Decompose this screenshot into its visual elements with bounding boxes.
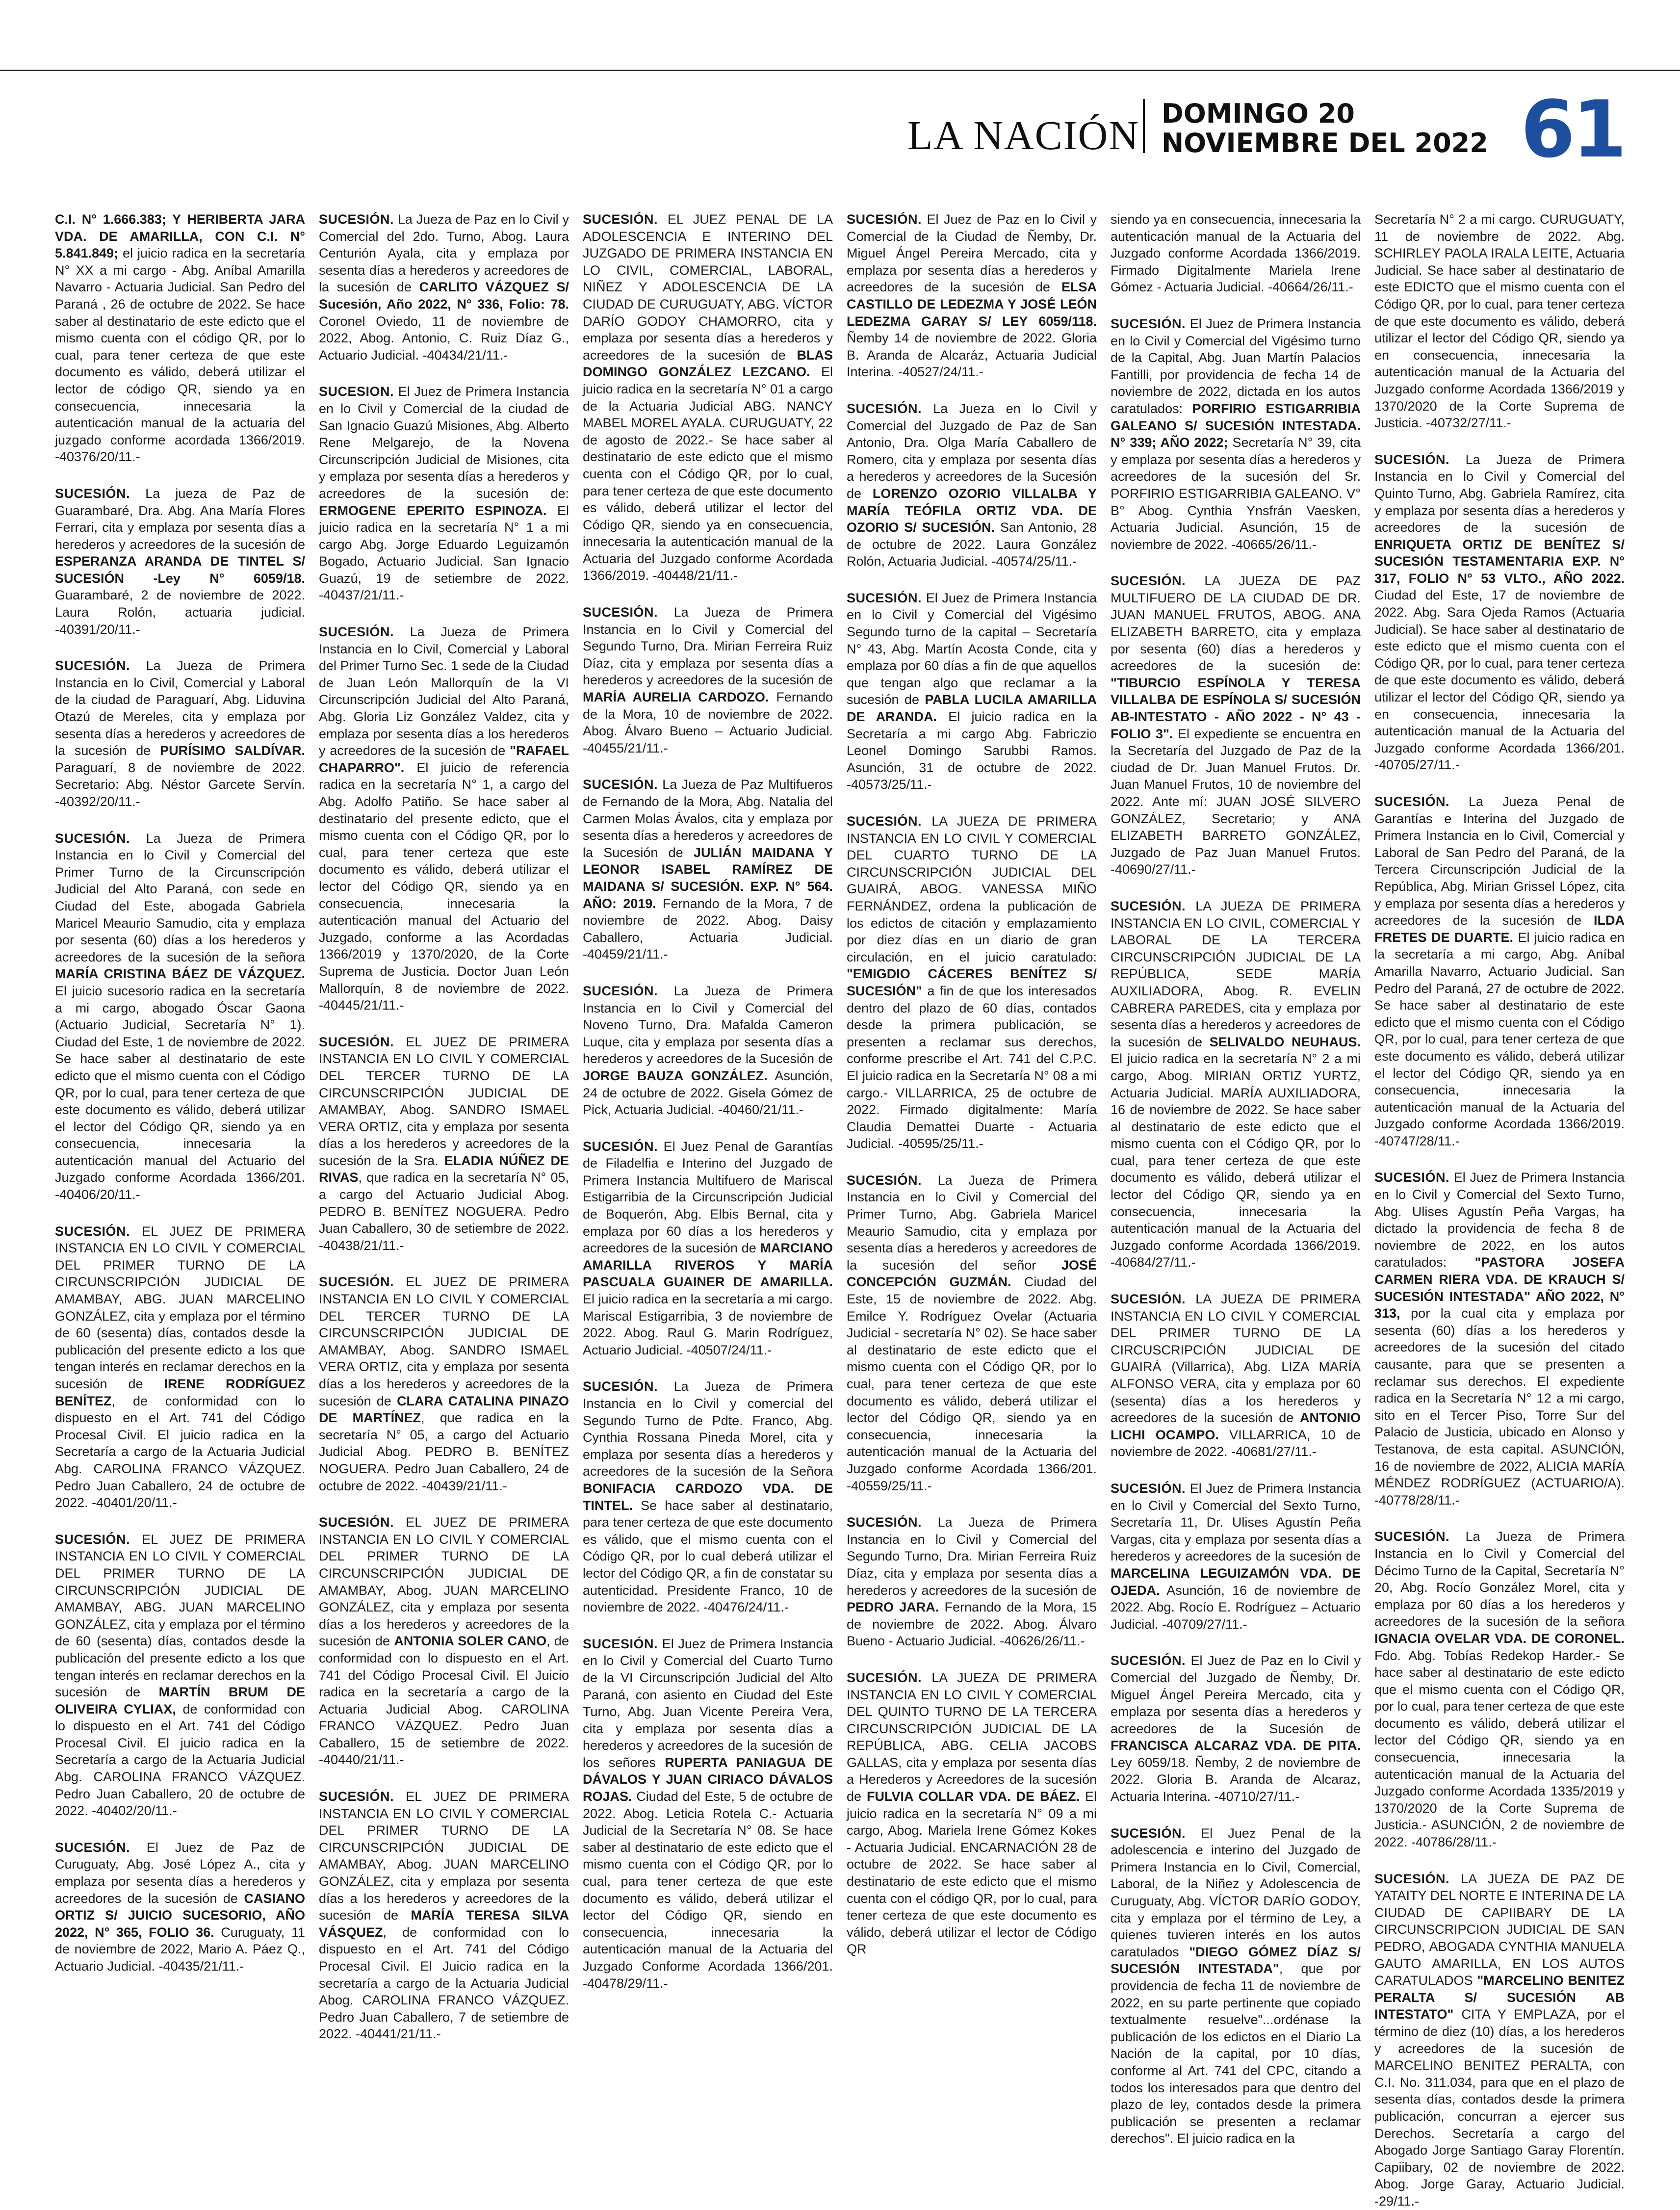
notice-text: siendo ya en consecuencia, innecesaria la autenticación manual de la Actuaria del Juzgado conforme Acordada 1366/2019. Firmado Digitalmente Mariela Irene Gómez - Actuaria Judicial. -40664/26/11.- [1111, 212, 1361, 295]
notice-name: PABLA LUCILA AMARILLA DE ARANDA. [847, 692, 1097, 725]
legal-notice [1374, 211, 1625, 432]
notice-text: LA JUEZA DE PAZ DE YATAITY DEL NORTE E INTERINA DE LA CIUDAD DE CAPIIBARY DE LA CIRCUNSCRIPCION JUDICIAL DE SAN PEDRO, ABOGADA CYNTHIA MANUELA GAUTO AMARILLA, EN LOS AUTOS CARATULADOS [1374, 1871, 1625, 1988]
legal-notice [1111, 572, 1361, 878]
notice-text: El juicio radica en la secretaría a mi cargo. Mariscal Estigarribia, 3 de noviembre de 2022. Abog. Raul G. Marin Rodríguez, Actuario Judicial. -40507/24/11.- [583, 1292, 833, 1357]
notice-text: El Juez de Primera Instancia en lo Civil y Comercial del Vigésimo Segundo turno de la capital – Secretaría N° 43, Abg. Martín Acosta Conde, cita y emplaza por 60 días a fin de que aquellos que tengan algo que reclamar a la sucesión de [847, 590, 1097, 707]
notice-name: IGNACIA OVELAR VDA. DE CORONEL. [1374, 1631, 1625, 1646]
legal-notice [847, 1669, 1097, 1958]
notice-text: Paraguarí, 8 de noviembre de 2022. Secretario: Abg. Néstor Garcete Servín. -40392/20/11.- [55, 760, 305, 809]
notice-name: ANTONIA SOLER CANO [394, 1634, 547, 1649]
notice-name: C.I. N° 1.666.383; Y HERIBERTA JARA VDA. DE AMARILLA, CON C.I. N° 5.841.849; [55, 212, 305, 261]
notice-heading: SUCESIÓN. [583, 777, 658, 792]
notice-name: PEDRO JARA. [847, 1600, 939, 1615]
notice-text: Fernando de la Mora, 10 de noviembre de 2022. Abog. Álvaro Bueno – Actuario Judicial. -40455/21/11.- [583, 690, 833, 755]
legal-notice [1374, 793, 1625, 1149]
notice-text: El Juez de Primera Instancia en lo Civil y Comercial del Sexto Turno, Abg. Ulises Agustín Peña Vargas, ha dictado la providencia de fecha 8 de noviembre de 2022, en los autos caratulados: [1374, 1170, 1625, 1270]
legal-notice [847, 813, 1097, 1152]
notice-text: El Juez de Paz de Curuguaty, Abg. José López A., cita y emplaza por sesenta días a herederos y acreedores de la sucesión de [55, 1840, 305, 1906]
date-month-year: NOVIEMBRE DEL 2022 [1162, 128, 1488, 158]
column-3 [583, 211, 833, 2119]
notice-text: EL JUEZ DE PRIMERA INSTANCIA EN LO CIVIL Y COMERCIAL DEL TERCER TURNO DE LA CIRCUNSCRIPCIÓN JUDICIAL DE AMAMBAY, Abog. SANDRO ISMAEL VERA ORTIZ, cita y emplaza por sesenta días a los herederos y acreedores de la sucesión de la Sra. [319, 1034, 569, 1168]
notice-text: LA JUEZA DE PRIMERA INSTANCIA EN LO CIVIL Y COMERCIAL DEL QUINTO TURNO DE LA TERCERA CIRCUNSCRIPCIÓN JUDICIAL DE LA REPÚBLICA, ABG. CELIA JACOBS GALLAS, cita y emplaza por sesenta días a Herederos y Acreedores de la sucesión de [847, 1670, 1097, 1804]
notice-name: ANTONIO LICHI OCAMPO. [1111, 1410, 1361, 1442]
notice-text: , de conformidad con lo dispuesto en el Art. 741 del Código Procesal Civil. El Juicio radica en la secretaría a cargo de la Actuaria Judicial Abog. CAROLINA FRANCO VÁZQUEZ. Pedro Juan Caballero, 7 de setiembre de 2022. -40441/21/11.- [319, 1924, 569, 2042]
masthead [0, 74, 1680, 175]
column-1 [55, 211, 305, 2119]
notice-name: RUPERTA PANIAGUA DE DÁVALOS Y JUAN CIRIACO DÁVALOS ROJAS. [583, 1755, 833, 1804]
notice-heading: SUCESIÓN. [55, 658, 130, 674]
notice-name: BONIFACIA CARDOZO VDA. DE TINTEL. [583, 1481, 833, 1513]
notice-heading: SUCESIÓN. [1374, 1871, 1450, 1886]
notice-text: , de conformidad con lo dispuesto en el Art. 741 del Código Procesal Civil. El juicio radica en la Secretaría a cargo de la Actuaria Judicial Abg. CAROLINA FRANCO VÁZQUEZ. Pedro Juan Caballero, 24 de octubre de 2022. -40401/20/11.- [55, 1393, 305, 1510]
legal-notice [1111, 211, 1361, 296]
notice-text: El Juez de Primera Instancia en lo Civil y Comercial del Vigésimo turno de la Capital, Abg. Juan Martín Palacios Fantilli, por providencia de fecha 14 de noviembre de 2022, dictada en los autos caratulados: [1111, 316, 1361, 416]
notice-text: El Juez de Primera Instancia en lo Civil y Comercial del Sexto Turno, Secretaría 11, Dr. Ulises Agustín Peña Vargas, cita y emplaza por sesenta días a herederos y acreedores de la sucesión de [1111, 1481, 1361, 1564]
notice-text: El juicio sucesorio radica en la secretaría a mi cargo, abogado Óscar Gaona (Actuario Judicial, Secretaría N° 1). Ciudad del Este, 1 de noviembre de 2022. Se hace saber al destinatario de este edicto que el mismo cuenta con el Código QR, por lo cual, para tener certeza de que este documento es válido, deberá utilizar el lector del Código QR, siendo ya en consecuencia, innecesaria la autenticación manual del Actuario del Juzgado conforme Acordada 1366/201. -40406/20/11.- [55, 983, 305, 1202]
notice-name: JOSÉ CONCEPCIÓN GUZMÁN. [847, 1257, 1097, 1290]
notice-text: El juicio radica en la secretaría N° 01 a cargo de la Actuaria Judicial ABG. NANCY MABEL MOREL AYALA. CURUGUATY, 22 de agosto de 2022.- Se hace saber al destinatario de este edicto que el mismo cuenta con el Código QR, por lo cual, para tener certeza de que este documento es válido, deberá utilizar el lector del Código QR, siendo ya en consecuencia, innecesaria la autenticación manual de la Actuaria del Juzgado conforme Acordada 1366/2019. -40448/21/11.- [583, 364, 833, 583]
classifieds-columns [55, 211, 1669, 2209]
legal-notice [55, 1839, 305, 1975]
notice-text: La Jueza en lo Civil y Comercial del Juzgado de Paz de San Antonio, Dra. Olga María Caballero de Romero, cita y emplaza por sesenta días a herederos y acreedores de la Sucesión de [847, 401, 1097, 501]
notice-text: EL JUEZ DE PRIMERA INSTANCIA EN LO CIVIL Y COMERCIAL DEL TERCER TURNO DE LA CIRCUNSCRIPCIÓN JUDICIAL DE AMAMBAY, Abog. SANDRO ISMAEL VERA ORTIZ, cita y emplaza por sesenta días a los herederos y acreedores de la sucesión de [319, 1274, 569, 1408]
notice-name: "TIBURCIO ESPÍNOLA Y TERESA VILLALBA DE ESPÍNOLA S/ SUCESIÓN AB-INTESTATO - AÑO 2022 - N° 43 - FOLIO 3". [1111, 675, 1361, 741]
notice-heading: SUCESIÓN. [1111, 316, 1186, 331]
legal-notice [1111, 1291, 1361, 1460]
notice-name: "DIEGO GÓMEZ DÍAZ S/ SUCESIÓN INTESTADA" [1111, 1944, 1361, 1976]
notice-text: El juicio radica en la secretaría N° 2 a mi cargo, Abog. MIRIAN ORTIZ YURTZ, Actuaria Judicial. MARÍA AUXILIADORA, 16 de noviembre de 2022. Se hace saber al destinatario de este edicto que el mismo cuenta con el Código QR, por lo cual, para tener certeza de que este documento es válido, deberá utilizar el lector del Código QR, siendo ya en consecuencia, innecesaria la autenticación manual de la Actuaria del Juzgado conforme Acordada 1366/2019. -40684/27/11.- [1111, 1051, 1361, 1270]
notice-text: Ñemby 14 de noviembre de 2022. Gloria B. Aranda de Alcaráz, Actuaria Judicial Interina. -40527/24/11.- [847, 331, 1097, 380]
legal-notice [583, 983, 833, 1118]
notice-text: La Jueza de Primera Instancia en lo Civil y Comercial del Quinto Turno, Abg. Gabriela Ramírez, cita y emplaza por sesenta días a herederos y acreedores de la sucesión de [1374, 452, 1625, 535]
notice-text: El juicio de referencia radica en la secretaría N° 1, a cargo del Abg. Adolfo Patiño. Se hace saber al destinatario del presente edicto, que el mismo cuenta con el Código QR, por lo cual, para tener certeza que este documento es válido, deberá utilizar el lector del Código QR, siendo ya en consecuencia, innecesaria la autenticación manual del Actuario del Juzgado, conforme a las Acordadas 1366/2019 y 1370/2020, de la Corte Suprema de Justicia. Doctor Juan León Mallorquín, 8 de noviembre de 2022. -40445/21/11.- [319, 760, 569, 1013]
legal-notice [583, 1378, 833, 1615]
notice-text: La Jueza Penal de Garantías e Interina del Juzgado de Primera Instancia en lo Civil, Comercial y Laboral de San Pedro del Paraná, de la Tercera Circunscripción Judicial de la República, Abg. Mirian Grissel López, cita y emplaza por sesenta días a herederos y acreedores de la sucesión de [1374, 794, 1625, 928]
notice-name: ILDA FRETES DE DUARTE. [1374, 913, 1625, 945]
legal-notice [55, 657, 305, 810]
column-5 [1111, 211, 1361, 2146]
legal-notice [583, 776, 833, 963]
notice-text: El Juez de Primera Instancia en lo Civil y Comercial del Cuarto Turno de la VI Circunscripción Judicial del Alto Paraná, con asiento en Ciudad del Este Turno, Abg. Juan Vicente Pereira Vera, cita y emplaza por sesenta días a herederos y acreedores de la sucesión de los señores [583, 1636, 833, 1770]
legal-notice [583, 1138, 833, 1359]
notice-text: EL JUEZ DE PRIMERA INSTANCIA EN LO CIVIL Y COMERCIAL DEL PRIMER TURNO DE LA CIRCUNSCRIPCIÓN JUDICIAL DE AMAMBAY, Abog. JUAN MARCELINO GONZÁLEZ, cita y emplaza por sesenta días a los herederos y acreedores de la sucesión de [319, 1515, 569, 1649]
legal-notice [55, 1223, 305, 1511]
legal-notice [1374, 1871, 1625, 2210]
legal-notice [1111, 1480, 1361, 1633]
notice-text: El juicio radica en la secretaría N° 1 a mi cargo Abg. Jorge Eduardo Leguizamón Bogado, Actuario Judicial. San Ignacio Guazú, 19 de setiembre de 2022. -40437/21/11.- [319, 503, 569, 603]
notice-name: SELIVALDO NEUHAUS. [1209, 1034, 1361, 1049]
notice-text: EL JUEZ DE PRIMERA INSTANCIA EN LO CIVIL Y COMERCIAL DEL PRIMER TURNO DE LA CIRCUNSCRIPCIÓN JUDICIAL DE AMAMBAY, ABG. JUAN MARCELINO GONZÁLEZ, cita y emplaza por el término de 60 (sesenta) días, contados desde la publicación del presente edicto a los que tengan interés en reclamar derechos en la sucesión de [55, 1223, 305, 1391]
notice-text: de conformidad con lo dispuesto en el Art. 741 del Código Procesal Civil. El juicio radica en la Secretaría a cargo de la Actuaria Judicial Abg. CAROLINA FRANCO VÁZQUEZ. Pedro Juan Caballero, 20 de octubre de 2022. -40402/20/11.- [55, 1701, 305, 1819]
notice-name: "MARCELINO BENITEZ PERALTA S/ SUCESIÓN AB INTESTATO" [1374, 1973, 1625, 2022]
notice-heading: SUCESIÓN. [1111, 898, 1186, 913]
notice-name: FRANCISCA ALCARAZ VDA. DE PITA. [1111, 1738, 1361, 1753]
notice-name: MARCELINA LEGUIZAMÓN VDA. DE OJEDA. [1111, 1565, 1361, 1598]
notice-text: Ley 6059/18. Ñemby, 2 de noviembre de 2022. Gloria B. Aranda de Alcaraz, Actuaria Interina. -40710/27/11.- [1111, 1755, 1361, 1804]
notice-heading: SUCESIÓN. [55, 1532, 130, 1547]
notice-text: LA JUEZA DE PRIMERA INSTANCIA EN LO CIVIL Y COMERCIAL DEL CUARTO TURNO DE LA CIRCUNSCRIPCIÓN JUDICIAL DEL GUAIRÁ, ABOG. VANESSA MIÑO FERNÁNDEZ, ordena la publicación de los edictos de citación y emplazamiento por diez días en un diario de gran circulación, en el juicio caratulado: [847, 814, 1097, 964]
legal-notice [319, 1788, 569, 2043]
notice-heading: SUCESION. [319, 384, 394, 399]
notice-text: El Juez Penal de Garantías de Filadelfia e Interino del Juzgado de Primera Instancia Multifuero de Mariscal Estigarribia de la Circunscripción Judicial de Boquerón, Abg. Elbis Bernal, cita y emplaza por 60 días a los herederos y acreedores de la sucesión de [583, 1139, 833, 1256]
legal-notice [55, 830, 305, 1203]
notice-name: MARÍA AURELIA CARDOZO. [583, 690, 769, 705]
notice-heading: SUCESIÓN. [583, 212, 658, 227]
notice-heading: SUCESIÓN. [1374, 1170, 1450, 1185]
notice-text: La jueza de Paz de Guarambaré, Dra. Abg. Ana María Flores Ferrari, cita y emplaza por sesenta días a herederos y acreedores de la sucesión de [55, 486, 305, 552]
column-2 [319, 211, 569, 2119]
legal-notice [847, 1172, 1097, 1494]
legal-notice [55, 485, 305, 638]
masthead-divider [1143, 99, 1145, 153]
notice-text: Ciudad del Este, 5 de octubre de 2022. Abog. Leticia Rotela C.- Actuaria Judicial de la Secretaría N° 08. Se hace saber al destinatario de este edicto que el mismo cuenta con el Código QR, por lo cual, para tener certeza de que este documento es válido, deberá utilizar el lector del Código QR, siendo en consecuencia, innecesaria la autenticación manual de la Actuaria del Juzgado Conforme Acordada 1366/201. -40478/29/11.- [583, 1789, 833, 1991]
notice-text: La Jueza de Primera Instancia en lo Civil y Comercial del Segundo Turno, Dra. Mirian Ferreira Ruiz Díaz, cita y emplaza por sesenta días a herederos y acreedores de la sucesión de [583, 605, 833, 688]
legal-notice [1111, 898, 1361, 1271]
notice-text: EL JUEZ DE PRIMERA INSTANCIA EN LO CIVIL Y COMERCIAL DEL PRIMER TURNO DE LA CIRCUNSCRIPCIÓN JUDICIAL DE AMAMBAY, ABG. JUAN MARCELINO GONZÁLEZ, cita y emplaza por el término de 60 (sesenta) días, contados desde la publicación del presente edicto a los que tengan interés en reclamar derechos en la sucesión de [55, 1532, 305, 1700]
legal-notice [319, 1034, 569, 1254]
notice-text: El juicio radica en la Secretaría a mi cargo Abg. Fabriczio Leonel Domingo Sarubbi Ramos. Asunción, 31 de octubre de 2022. -40573/25/11.- [847, 709, 1097, 792]
notice-heading: SUCESIÓN. [847, 1172, 922, 1188]
legal-notice [1374, 451, 1625, 774]
notice-heading: SUCESIÓN. [847, 401, 922, 416]
notice-heading: SUCESIÓN. [1111, 1481, 1186, 1496]
notice-heading: SUCESIÓN. [319, 1034, 394, 1049]
notice-text: por la cual cita y emplaza por sesenta (60) días a los herederos y acreedores de la sucesión del citado causante, para que se presenten a reclamar sus derechos. El expediente radica en la Secretaría N° 12 a mi cargo, sito en el Tercer Piso, Torre Sur del Palacio de Justicia, ubicado en Alonso y Testanova, de esta capital. ASUNCIÓN, 16 de noviembre de 2022, ALICIA MARÍA MÉNDEZ RODRÍGUEZ (ACTUARIO/A). -40778/28/11.- [1374, 1306, 1625, 1508]
notice-text: Fernando de la Mora, 7 de noviembre de 2022. Abog. Daisy Caballero, Actuaria Judicial. -40459/21/11.- [583, 896, 833, 962]
notice-heading: SUCESIÓN. [847, 1515, 922, 1530]
notice-name: MARÍA TERESA SILVA VÁSQUEZ [319, 1908, 569, 1940]
notice-text: , que radica en la secretaría N° 05, a cargo del Actuario Judicial Abog. PEDRO B. BENÍTEZ NOGUERA. Pedro Juan Caballero, 30 de setiembre de 2022. -40438/21/11.- [319, 1170, 569, 1253]
legal-notice [583, 1636, 833, 1992]
legal-notice [583, 211, 833, 584]
notice-text: El Juez de Primera Instancia en lo Civil y Comercial de la ciudad de San Ignacio Guazú Misiones, Abg. Alberto Rene Melgarejo, de la Novena Circunscripción Judicial de Misiones, cita y emplaza por sesenta días a herederos y acreedores de la sucesión de: [319, 384, 569, 501]
notice-heading: SUCESIÓN. [583, 1379, 658, 1394]
notice-heading: SUCESIÓN. [1111, 1292, 1186, 1307]
notice-heading: SUCESIÓN. [319, 1274, 394, 1290]
notice-text: el juicio radica en la secretaría N° XX a mi cargo - Abg. Aníbal Amarilla Navarro - Actuaria Judicial. San Pedro del Paraná , 26 de octubre de 2022. Se hace saber al destinatario de este edicto que el mismo cuenta con el código QR, por lo cual, para tener certeza de que este documento es válido, deberá utilizar el lector de código QR, siendo ya en consecuencia, innecesaria la autenticación manual de la actuaria del juzgado conforme acordada 1366/2019. -40376/20/11.- [55, 246, 305, 465]
notice-text: CITA Y EMPLAZA, por el término de diez (10) días, a los herederos y acreedores de la sucesión de MARCELINO BENITEZ PERALTA, con C.I. No. 311.034, para que en el plazo de sesenta días, contados desde la primera publicación, concurran a ejercer sus Derechos. Secretaría a cargo del Abogado Jorge Santiago Garay Florentín. Capiibary, 02 de noviembre de 2022. Abog. Jorge Garay, Actuario Judicial. -29/11.- [1374, 2007, 1625, 2209]
page-number: 61 [1521, 83, 1624, 175]
notice-name: PURÍSIMO SALDÍVAR. [160, 743, 305, 758]
notice-text: La Jueza de Primera Instancia en lo Civil, Comercial y Laboral del Primer Turno Sec. 1 sede de la Ciudad de Juan León Mallorquín de la VI Circunscripción Judicial del Alto Paraná, Abg. Gloria Liz González Valdez, cita y emplaza por sesenta días a los herederos y acreedores de la sucesión de [319, 624, 569, 758]
notice-text: Ciudad del Este, 15 de noviembre de 2022. Abg. Emilce Y. Rodríguez Ovelar (Actuaria Judicial - secretaría N° 02). Se hace saber al destinatario de este edicto que el mismo cuenta con el Código QR, por lo cual, para tener certeza de que este documento es válido, deberá utilizar el lector del Código QR, siendo ya en consecuencia, innecesaria la autenticación manual de la Actuaria del Juzgado conforme Acordada 1366/201. -40559/25/11.- [847, 1274, 1097, 1493]
notice-name: JULIÁN MAIDANA Y LEONOR ISABEL RAMÍREZ DE MAIDANA S/ SUCESIÓN. EXP. N° 564. AÑO: 2019. [583, 845, 833, 911]
notice-text: Curuguaty, 11 de noviembre de 2022, Mario A. Páez Q., Actuario Judicial. -40435/21/11.- [55, 1924, 305, 1974]
notice-text: La Jueza de Primera Instancia en lo Civil y comercial del Segundo Turno de Pdte. Franco, Abg. Cynthia Rossana Pineda Morel, cita y emplaza por sesenta días a herederos y acreedores de la sucesión de la Señora [583, 1379, 833, 1479]
column-4 [847, 211, 1097, 2119]
notice-name: BLAS DOMINGO GONZÁLEZ LEZCANO. [583, 347, 833, 380]
notice-text: La Jueza de Primera Instancia en lo Civil, Comercial y Laboral de la ciudad de Paraguarí, Abg. Liduvina Otazú de Mereles, cita y emplaza por sesenta días a herederos y acreedores de la sucesión de [55, 658, 305, 758]
legal-notice [55, 211, 305, 466]
notice-name: "PASTORA JOSEFA CARMEN RIERA VDA. DE KRAUCH S/ SUCESIÓN INTESTADA" AÑO 2022, N° 313, [1374, 1255, 1625, 1321]
legal-notice [319, 624, 569, 1014]
notice-text: El Juez Penal de la adolescencia e interino del Juzgado de Primera Instancia en lo Civil, Comercial, Laboral, de la Niñez y Adolescencia de Curuguaty, Abg. VÍCTOR DARÍO GODOY, cita y emplaza por el término de Ley, a quienes tuvieren interés en los autos caratulados [1111, 1825, 1361, 1959]
notice-text: Fernando de la Mora, 15 de noviembre de 2022. Abog. Álvaro Bueno - Actuario Judicial. -40626/26/11.- [847, 1600, 1097, 1649]
notice-text: La Jueza de Primera Instancia en lo Civil y Comercial del Noveno Turno, Dra. Mafalda Cameron Luque, cita y emplaza por sesenta días a herederos y acreedores de la Sucesión de [583, 983, 833, 1066]
notice-name: MARTÍN BRUM DE OLIVEIRA CYLIAX, [55, 1685, 305, 1716]
notice-text: El juicio radica en la secretaría N° 09 a mi cargo, Abog. Mariela Irene Gómez Kokes - Actuaria Judicial. ENCARNACIÓN 28 de octubre de 2022. Se hace saber al destinatario de este edicto que el mismo cuenta con el código QR, por lo cual, para tener certeza de que este documento es válido, deberá utilizar el lector de Código QR [847, 1789, 1097, 1957]
notice-text: Coronel Oviedo, 11 de noviembre de 2022, Abog. Antonio, C. Ruiz Díaz G., Actuario Judicial. -40434/21/11.- [319, 313, 569, 363]
notice-heading: SUCESIÓN. [583, 1636, 658, 1651]
notice-name: ERMOGENE EPERITO ESPINOZA. [319, 503, 547, 518]
top-rule [0, 70, 1680, 71]
notice-heading: SUCESIÓN. [1374, 452, 1450, 467]
notice-name: FULVIA COLLAR VDA. DE BÁEZ. [867, 1789, 1080, 1804]
notice-name: CLARA CATALINA PINAZO DE MARTÍNEZ [319, 1393, 569, 1426]
notice-text: , de conformidad con lo dispuesto en el Art. 741 del Código Procesal Civil. El Juicio radica en la secretaría a cargo de la Actuaria Judicial Abog. CAROLINA FRANCO VÁZQUEZ. Pedro Juan Caballero, 15 de setiembre de 2022. -40440/21/11.- [319, 1634, 569, 1768]
notice-heading: SUCESIÓN. [583, 605, 658, 620]
notice-text: EL JUEZ PENAL DE LA ADOLESCENCIA E INTERINO DEL JUZGADO DE PRIMERA INSTANCIA EN LO CIVIL, COMERCIAL, LABORAL, NIÑEZ Y ADOLESCENCIA DE LA CIUDAD DE CURUGUATY, ABG. VÍCTOR DARÍO GODOY CHAMORRO, cita y emplaza por sesenta días a herederos y acreedores de la sucesión de [583, 212, 833, 363]
notice-heading: SUCESIÓN. [55, 831, 130, 846]
notice-text: a fin de que los interesados dentro del plazo de 60 días, contados desde la primera publicación, se presenten a reclamar sus derechos, conforme prescribe el Art. 741 del C.P.C. El juicio radica en la Secretaría N° 08 a mi cargo.- VILLARRICA, 25 de octubre de 2022. Firmado digitalmente: María Claudia Demattei Duarte - Actuaria Judicial. -40595/25/11.- [847, 983, 1097, 1151]
notice-heading: SUCESIÓN. [847, 814, 922, 829]
legal-notice [1111, 1825, 1361, 2147]
notice-heading: SUCESIÓN. [55, 1840, 130, 1855]
notice-heading: SUCESIÓN. [319, 1789, 394, 1804]
notice-name: IRENE RODRÍGUEZ BENÍTEZ [55, 1377, 305, 1408]
notice-text: La Jueza de Paz en lo Civil y Comercial del 2do. Turno, Abog. Laura Centurión Ayala, cita y emplaza por sesenta días a herederos y acreedores de la sucesión de [319, 212, 569, 295]
notice-text: LA JUEZA DE PRIMERA INSTANCIA EN LO CIVIL Y COMERCIAL DEL PRIMER TURNO DE LA CIRCUSCRIPCIÓN JUDICIAL DE GUAIRÁ (Villarrica), Abg. LIZA MARÍA ALFONSO VERA, cita y emplaza por 60 (sesenta) días a los herederos y acreedores de la sucesión de [1111, 1292, 1361, 1426]
notice-name: "EMIGDIO CÁCERES BENÍTEZ S/ SUCESIÓN" [847, 966, 1097, 998]
notice-text: El expediente se encuentra en la Secretaría del Juzgado de Paz de la ciudad de Dr. Juan Manuel Frutos. Dr. Juan Manuel Frutos, 10 de noviembre del 2022. Ante mí: JUAN JOSÉ SILVERO GONZÁLEZ, Secretario; y ANA ELIZABETH BARRETO GONZÁLEZ, Juzgado de Paz Juan Manuel Frutos. -40690/27/11.- [1111, 726, 1361, 877]
notice-heading: SUCESIÓN. [1374, 1529, 1450, 1544]
notice-text: EL JUEZ DE PRIMERA INSTANCIA EN LO CIVIL Y COMERCIAL DEL PRIMER TURNO DE LA CIRCUNSCRIPCIÓN JUDICIAL DE AMAMBAY, Abog. JUAN MARCELINO GONZÁLEZ, cita y emplaza por sesenta días a los herederos y acreedores de la sucesión de [319, 1789, 569, 1923]
legal-notice [55, 1531, 305, 1820]
date-weekday: DOMINGO 20 [1162, 98, 1355, 129]
notice-heading: SUCESIÓN. [1111, 1653, 1186, 1668]
notice-name: "RAFAEL CHAPARRO". [319, 743, 569, 775]
notice-text: La Jueza de Paz Multifueros de Fernando de la Mora, Abg. Natalia del Carmen Molas Ávalos, cita y emplaza por sesenta días a herederos y acreedores de la Sucesión de [583, 777, 833, 860]
legal-notice [1374, 1528, 1625, 1850]
notice-text: , que por providencia de fecha 11 de noviembre de 2022, en su parte pertinente que copiado textualmente resuelve"...ordénase la publicación de los edictos en el Diario La Nación de la capital, por 10 días, conforme al Art. 741 del CPC, citando a todos los interesados para que dentro del plazo de ley, contados desde la primera publicación se presenten a reclamar derechos". El juicio radica en la [1111, 1961, 1361, 2146]
notice-text: Fdo. Abg. Tobías Redekop Harder.- Se hace saber al destinatario de este edicto que el mismo cuenta con el Código QR, por lo cual, para tener certeza de que este documento es válido, deberá utilizar el lector del Código QR, siendo ya en consecuencia, innecesaria la autenticación manual de la Actuaria del Juzgado conforme Acordada 1335/2019 y 1370/2020 de la Corte Suprema de Justicia.- ASUNCIÓN, 2 de noviembre de 2022. -40786/28/11.- [1374, 1648, 1625, 1850]
notice-heading: SUCESIÓN. [847, 590, 922, 605]
notice-heading: SUCESIÓN. [55, 486, 130, 501]
notice-text: El Juez de Paz en lo Civil y Comercial del Juzgado de Ñemby, Dr. Miguel Ángel Pereira Mercado, cita y emplaza por sesenta días a herederos y acreedores de la Sucesión de [1111, 1653, 1361, 1736]
notice-heading: SUCESIÓN. [583, 1139, 658, 1154]
notice-heading: SUCESIÓN. [847, 212, 922, 227]
notice-heading: SUCESIÓN. [319, 624, 394, 640]
notice-text: Se hace saber al destinatario, para tener certeza de que este documento es válido, que el mismo cuenta con el Código QR, por lo cual deberá utilizar el lector del Código QR, a fin de constatar su autenticidad. Presidente Franco, 10 de noviembre de 2022. -40476/24/11.- [583, 1498, 833, 1615]
legal-notice [847, 590, 1097, 793]
notice-text: Ciudad del Este, 17 de noviembre de 2022. Abg. Sara Ojeda Ramos (Actuaria Judicial). Se hace saber al destinatario de este edicto que el mismo cuenta con el Código QR, por lo cual, para tener certeza de que este documento es válido, deberá utilizar el lector del Código QR, siendo ya en consecuencia, innecesaria la autenticación manual de la Actuaria del Juzgado conforme Acordada 1366/201. -40705/27/11.- [1374, 588, 1625, 773]
notice-heading: SUCESIÓN. [583, 983, 658, 998]
notice-text: La Jueza de Primera Instancia en lo Civil y Comercial del Primer Turno, Abg. Gabriela Maricel Meaurio Samudio, cita y emplaza por sesenta días a herederos y acreedores de la sucesión del señor [847, 1172, 1097, 1273]
notice-text: Secretaría N° 2 a mi cargo. CURUGUATY, 11 de noviembre de 2022. Abg. SCHIRLEY PAOLA IRALA LEITE, Actuaria Judicial. Se hace saber al destinatario de este EDICTO que el mismo cuenta con el Código QR, por lo cual, para tener certeza de que este documento es válido, deberá utilizar el lector del Código QR, siendo ya en consecuencia, innecesaria la autenticación manual de la Actuaria del Juzgado conforme Acordada 1366/2019 y 1370/2020 de la Corte Suprema de Justicia. -40732/27/11.- [1374, 212, 1625, 431]
notice-name: ELADIA NÚÑEZ DE RIVAS [319, 1153, 569, 1185]
notice-heading: SUCESIÓN. [847, 1670, 922, 1685]
notice-text: La Jueza de Primera Instancia en lo Civil y Comercial del Décimo Turno de la Capital, Secretaría N° 20, Abg. Rocío González Morel, cita y emplaza por 60 días a los herederos y acreedores de la sucesión de la señora [1374, 1529, 1625, 1629]
legal-notice [847, 1514, 1097, 1650]
notice-text: El Juez de Paz en lo Civil y Comercial de la Ciudad de Ñemby, Dr. Miguel Ángel Pereira Mercado, cita y emplaza por sesenta días a herederos y acreedores de la sucesión de [847, 212, 1097, 295]
legal-notice [583, 604, 833, 756]
notice-name: ELSA CASTILLO DE LEDEZMA Y JOSÉ LEÓN LEDEZMA GARAY S/ LEY 6059/118. [847, 280, 1097, 329]
notice-name: MARCIANO AMARILLA RIVEROS Y MARÍA PASCUALA GUAINER DE AMARILLA. [583, 1241, 833, 1290]
notice-name: CASIANO ORTIZ S/ JUICIO SUCESORIO, AÑO 2022, N° 365, FOLIO 36. [55, 1891, 305, 1940]
notice-text: VILLARRICA, 10 de noviembre de 2022. -40681/27/11.- [1111, 1427, 1361, 1459]
notice-text: La Jueza de Primera Instancia en lo Civil y Comercial del Primer Turno de la Circunscripción Judicial del Alto Paraná, con sede en Ciudad del Este, abogada Gabriela Maricel Meaurio Samudio, cita y emplaza por sesenta (60) días a los herederos y acreedores de la sucesión de la señora [55, 831, 305, 964]
legal-notice [319, 383, 569, 604]
legal-notice [319, 211, 569, 364]
notice-text: Asunción, 16 de noviembre de 2022. Abg. Rocío E. Rodríguez – Actuario Judicial. -40709/27/11.- [1111, 1583, 1361, 1632]
notice-heading: SUCESIÓN. [1111, 573, 1186, 589]
notice-text: San Antonio, 28 de octubre de 2022. Laura González Rolón, Actuaria Judicial. -40574/25/11.- [847, 520, 1097, 569]
notice-text: LA JUEZA DE PRIMERA INSTANCIA EN LO CIVIL, COMERCIAL Y LABORAL DE LA TERCERA CIRCUNSCRIPCIÓN JUDICIAL DE LA REPÚBLICA, SEDE MARÍA AUXILIADORA, Abog. R. EVELIN CABRERA PAREDES, cita y emplaza por sesenta días a herederos y acreedores de la sucesión de [1111, 898, 1361, 1049]
notice-name: ENRIQUETA ORTIZ DE BENÍTEZ S/ SUCESIÓN TESTAMENTARIA EXP. N° 317, FOLIO N° 53 VLTO., AÑO 2022. [1374, 537, 1625, 586]
notice-text: Asunción, 24 de octubre de 2022. Gisela Gómez de Pick, Actuaria Judicial. -40460/21/11.- [583, 1068, 833, 1118]
notice-name: LORENZO OZORIO VILLALBA Y MARÍA TEÓFILA ORTIZ VDA. DE OZORIO S/ SUCESIÓN. [847, 486, 1097, 535]
notice-text: El juicio radica en la secretaría a mi cargo, Abg. Aníbal Amarilla Navarro, Actuario Judicial. San Pedro del Paraná, 27 de octubre de 2022. Se hace saber al destinatario de este edicto que el mismo cuenta con el Código QR, por lo cual, para tener certeza de que este documento es válido, deberá utilizar el lector del Código QR, siendo ya en consecuencia, innecesaria la autenticación manual de la Actuaria del Juzgado conforme Acordada 1366/2019. -40747/28/11.- [1374, 930, 1625, 1148]
legal-notice [1111, 315, 1361, 553]
legal-notice [319, 1274, 569, 1494]
notice-heading: SUCESIÓN. [319, 1515, 394, 1530]
notice-heading: SUCESIÓN. [1111, 1825, 1186, 1841]
legal-notice [847, 211, 1097, 381]
legal-notice [1111, 1652, 1361, 1805]
notice-name: JORGE BAUZA GONZÁLEZ. [583, 1068, 768, 1083]
notice-heading: SUCESIÓN. [1374, 794, 1450, 809]
legal-notice [319, 1514, 569, 1768]
legal-notice [1374, 1169, 1625, 1508]
notice-text: , que radica en la secretaría N° 05, a cargo del Actuario Judicial Abog. PEDRO B. BENÍTEZ NOGUERA. Pedro Juan Caballero, 24 de octubre de 2022. -40439/21/11.- [319, 1410, 569, 1493]
notice-text: Secretaría N° 39, cita y emplaza por sesenta días a herederos y acreedores de la sucesión del Sr. PORFIRIO ESTIGARRIBIA GALEANO. V° B° Abog. Cynthia Ynsfrán Vaesken, Actuaria Judicial. Asunción, 15 de noviembre de 2022. -40665/26/11.- [1111, 435, 1361, 552]
notice-text: La Jueza de Primera Instancia en lo Civil y Comercial del Segundo Turno, Dra. Mirian Ferreira Ruiz Díaz, cita y emplaza por sesenta días a herederos y acreedores de la sucesión de [847, 1515, 1097, 1598]
notice-text: LA JUEZA DE PAZ MULTIFUERO DE LA CIUDAD DE DR. JUAN MANUEL FRUTOS, ABOG. ANA ELIZABETH BARRETO, cita y emplaza por sesenta (60) días a herederos y acreedores de la sucesión de: [1111, 573, 1361, 674]
notice-name: MARÍA CRISTINA BÁEZ DE VÁZQUEZ. [55, 966, 305, 982]
notice-name: ESPERANZA ARANDA DE TINTEL S/ SUCESIÓN -Ley N° 6059/18. [55, 554, 305, 586]
newspaper-logo: LA NACIÓN [907, 113, 1139, 158]
column-6 [1374, 211, 1625, 2209]
notice-heading: SUCESIÓN. [319, 212, 394, 227]
legal-notice [847, 400, 1097, 570]
notice-text: Guarambaré, 2 de noviembre de 2022. Laura Rolón, actuaria judicial. -40391/20/11.- [55, 588, 305, 637]
notice-name: PORFIRIO ESTIGARRIBIA GALEANO S/ SUCESIÓN INTESTADA. N° 339; AÑO 2022; [1111, 401, 1361, 450]
notice-name: CARLITO VÁZQUEZ S/ Sucesión, Año 2022, N° 336, Folio: 78. [319, 280, 569, 312]
notice-heading: SUCESIÓN. [55, 1223, 130, 1239]
